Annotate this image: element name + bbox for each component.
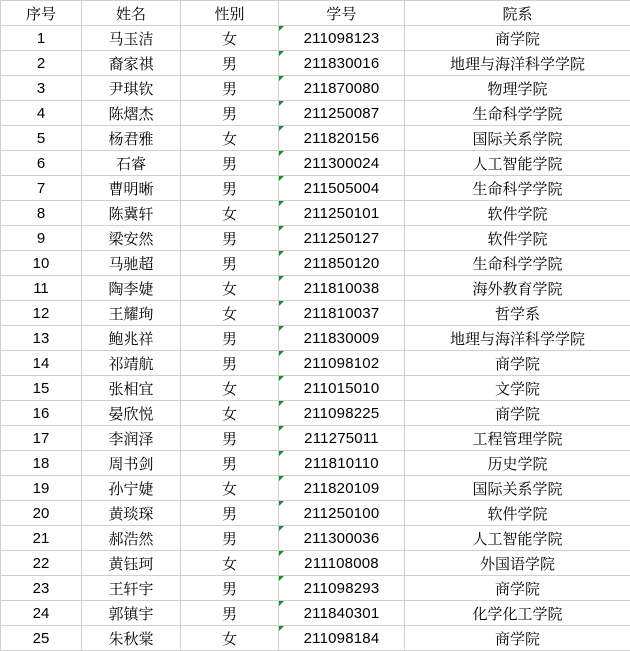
- table-row: [1, 101, 630, 126]
- table-row: [1, 526, 630, 551]
- cell-gender[interactable]: 男: [181, 51, 279, 76]
- cell-department[interactable]: 海外教育学院: [405, 276, 630, 301]
- cell-name[interactable]: 黄琰琛: [82, 501, 181, 526]
- cell-seq[interactable]: 18: [1, 451, 82, 476]
- cell-seq[interactable]: 13: [1, 326, 82, 351]
- cell-student-id[interactable]: 211098225: [279, 401, 405, 426]
- table-row: [1, 501, 630, 526]
- cell-name[interactable]: 郝浩然: [82, 526, 181, 551]
- cell-gender[interactable]: 女: [181, 551, 279, 576]
- cell-student-id[interactable]: 211810110: [279, 451, 405, 476]
- cell-department[interactable]: 生命科学学院: [405, 176, 630, 201]
- header-department[interactable]: 院系: [405, 1, 630, 26]
- header-row: [1, 1, 630, 26]
- table-row: [1, 251, 630, 276]
- cell-seq[interactable]: 5: [1, 126, 82, 151]
- cell-gender[interactable]: 男: [181, 226, 279, 251]
- cell-department[interactable]: 文学院: [405, 376, 630, 401]
- cell-name[interactable]: 周书剑: [82, 451, 181, 476]
- cell-gender[interactable]: 男: [181, 151, 279, 176]
- cell-department[interactable]: 软件学院: [405, 501, 630, 526]
- cell-student-id[interactable]: 211300024: [279, 151, 405, 176]
- cell-seq[interactable]: 15: [1, 376, 82, 401]
- cell-student-id[interactable]: 211098293: [279, 576, 405, 601]
- cell-gender[interactable]: 女: [181, 476, 279, 501]
- cell-department[interactable]: 物理学院: [405, 76, 630, 101]
- cell-student-id[interactable]: 211810037: [279, 301, 405, 326]
- cell-seq[interactable]: 19: [1, 476, 82, 501]
- cell-seq[interactable]: 22: [1, 551, 82, 576]
- cell-gender[interactable]: 女: [181, 301, 279, 326]
- cell-student-id[interactable]: 211870080: [279, 76, 405, 101]
- cell-student-id[interactable]: 211820109: [279, 476, 405, 501]
- cell-seq[interactable]: 14: [1, 351, 82, 376]
- table-row: [1, 26, 630, 51]
- cell-seq[interactable]: 20: [1, 501, 82, 526]
- cell-student-id[interactable]: 211250101: [279, 201, 405, 226]
- cell-seq[interactable]: 23: [1, 576, 82, 601]
- cell-department[interactable]: 历史学院: [405, 451, 630, 476]
- cell-seq[interactable]: 3: [1, 76, 82, 101]
- cell-name[interactable]: 曹明晰: [82, 176, 181, 201]
- cell-name[interactable]: 黄钰珂: [82, 551, 181, 576]
- table-row: [1, 51, 630, 76]
- table-row: [1, 151, 630, 176]
- cell-student-id[interactable]: 211820156: [279, 126, 405, 151]
- header-seq[interactable]: 序号: [1, 1, 82, 26]
- cell-seq[interactable]: 1: [1, 26, 82, 51]
- cell-department[interactable]: 商学院: [405, 26, 630, 51]
- cell-name[interactable]: 孙宁婕: [82, 476, 181, 501]
- cell-department[interactable]: 哲学系: [405, 301, 630, 326]
- cell-seq[interactable]: 25: [1, 626, 82, 651]
- cell-gender[interactable]: 男: [181, 601, 279, 626]
- cell-student-id[interactable]: 211098102: [279, 351, 405, 376]
- cell-student-id[interactable]: 211810038: [279, 276, 405, 301]
- cell-seq[interactable]: 6: [1, 151, 82, 176]
- cell-department[interactable]: 软件学院: [405, 201, 630, 226]
- cell-seq[interactable]: 10: [1, 251, 82, 276]
- table-row: [1, 326, 630, 351]
- cell-gender[interactable]: 男: [181, 351, 279, 376]
- cell-department[interactable]: 商学院: [405, 401, 630, 426]
- cell-department[interactable]: 人工智能学院: [405, 526, 630, 551]
- cell-name[interactable]: 陈熠杰: [82, 101, 181, 126]
- table-row: [1, 601, 630, 626]
- cell-seq[interactable]: 8: [1, 201, 82, 226]
- cell-student-id[interactable]: 211830016: [279, 51, 405, 76]
- table-row: [1, 576, 630, 601]
- cell-name[interactable]: 祁靖航: [82, 351, 181, 376]
- cell-student-id[interactable]: 211250100: [279, 501, 405, 526]
- cell-gender[interactable]: 女: [181, 126, 279, 151]
- cell-name[interactable]: 石睿: [82, 151, 181, 176]
- cell-name[interactable]: 尹琪钦: [82, 76, 181, 101]
- table-row: [1, 301, 630, 326]
- cell-name[interactable]: 王轩宇: [82, 576, 181, 601]
- cell-gender[interactable]: 女: [181, 201, 279, 226]
- header-student-id[interactable]: 学号: [279, 1, 405, 26]
- cell-department[interactable]: 商学院: [405, 351, 630, 376]
- cell-name[interactable]: 鲍兆祥: [82, 326, 181, 351]
- cell-name[interactable]: 李润泽: [82, 426, 181, 451]
- cell-gender[interactable]: 男: [181, 526, 279, 551]
- cell-department[interactable]: 地理与海洋科学学院: [405, 51, 630, 76]
- cell-student-id[interactable]: 211505004: [279, 176, 405, 201]
- cell-gender[interactable]: 男: [181, 576, 279, 601]
- cell-name[interactable]: 晏欣悦: [82, 401, 181, 426]
- cell-gender[interactable]: 女: [181, 401, 279, 426]
- cell-student-id[interactable]: 211830009: [279, 326, 405, 351]
- cell-department[interactable]: 国际关系学院: [405, 126, 630, 151]
- cell-name[interactable]: 马驰超: [82, 251, 181, 276]
- table-row: [1, 76, 630, 101]
- cell-department[interactable]: 国际关系学院: [405, 476, 630, 501]
- cell-student-id[interactable]: 211015010: [279, 376, 405, 401]
- cell-name[interactable]: 王耀珣: [82, 301, 181, 326]
- cell-name[interactable]: 马玉洁: [82, 26, 181, 51]
- cell-student-id[interactable]: 211300036: [279, 526, 405, 551]
- header-name[interactable]: 姓名: [82, 1, 181, 26]
- table-row: [1, 176, 630, 201]
- cell-seq[interactable]: 9: [1, 226, 82, 251]
- cell-student-id[interactable]: 211108008: [279, 551, 405, 576]
- table-row: [1, 426, 630, 451]
- table-row: [1, 451, 630, 476]
- cell-department[interactable]: 工程管理学院: [405, 426, 630, 451]
- cell-name[interactable]: 朱秋棠: [82, 626, 181, 651]
- cell-gender[interactable]: 女: [181, 276, 279, 301]
- cell-student-id[interactable]: 211098123: [279, 26, 405, 51]
- table-row: [1, 126, 630, 151]
- cell-department[interactable]: 商学院: [405, 626, 630, 651]
- cell-gender[interactable]: 女: [181, 26, 279, 51]
- cell-gender[interactable]: 男: [181, 426, 279, 451]
- cell-student-id[interactable]: 211850120: [279, 251, 405, 276]
- cell-student-id[interactable]: 211250087: [279, 101, 405, 126]
- cell-name[interactable]: 陈冀轩: [82, 201, 181, 226]
- cell-seq[interactable]: 4: [1, 101, 82, 126]
- cell-student-id[interactable]: 211250127: [279, 226, 405, 251]
- cell-name[interactable]: 陶李婕: [82, 276, 181, 301]
- table-row: [1, 276, 630, 301]
- cell-department[interactable]: 生命科学学院: [405, 251, 630, 276]
- cell-department[interactable]: 商学院: [405, 576, 630, 601]
- cell-gender[interactable]: 男: [181, 326, 279, 351]
- cell-gender[interactable]: 男: [181, 251, 279, 276]
- cell-seq[interactable]: 12: [1, 301, 82, 326]
- cell-gender[interactable]: 男: [181, 176, 279, 201]
- cell-department[interactable]: 化学化工学院: [405, 601, 630, 626]
- cell-gender[interactable]: 女: [181, 376, 279, 401]
- header-gender[interactable]: 性别: [181, 1, 279, 26]
- cell-gender[interactable]: 男: [181, 501, 279, 526]
- table-row: [1, 226, 630, 251]
- cell-gender[interactable]: 男: [181, 101, 279, 126]
- cell-seq[interactable]: 21: [1, 526, 82, 551]
- cell-name[interactable]: 裔家祺: [82, 51, 181, 76]
- cell-name[interactable]: 郭镇宇: [82, 601, 181, 626]
- cell-gender[interactable]: 男: [181, 76, 279, 101]
- cell-department[interactable]: 人工智能学院: [405, 151, 630, 176]
- table-row: [1, 401, 630, 426]
- cell-student-id[interactable]: 211098184: [279, 626, 405, 651]
- cell-seq[interactable]: 16: [1, 401, 82, 426]
- table-row: [1, 201, 630, 226]
- table-row: [1, 376, 630, 401]
- table-row: [1, 351, 630, 376]
- cell-seq[interactable]: 2: [1, 51, 82, 76]
- cell-gender[interactable]: 女: [181, 626, 279, 651]
- cell-seq[interactable]: 11: [1, 276, 82, 301]
- table-row: [1, 476, 630, 501]
- cell-name[interactable]: 张相宜: [82, 376, 181, 401]
- cell-student-id[interactable]: 211840301: [279, 601, 405, 626]
- cell-department[interactable]: 外国语学院: [405, 551, 630, 576]
- cell-seq[interactable]: 7: [1, 176, 82, 201]
- cell-department[interactable]: 生命科学学院: [405, 101, 630, 126]
- cell-seq[interactable]: 17: [1, 426, 82, 451]
- cell-department[interactable]: 软件学院: [405, 226, 630, 251]
- cell-name[interactable]: 梁安然: [82, 226, 181, 251]
- cell-student-id[interactable]: 211275011: [279, 426, 405, 451]
- cell-department[interactable]: 地理与海洋科学学院: [405, 326, 630, 351]
- table-row: [1, 626, 630, 651]
- cell-gender[interactable]: 男: [181, 451, 279, 476]
- cell-seq[interactable]: 24: [1, 601, 82, 626]
- cell-name[interactable]: 杨君雅: [82, 126, 181, 151]
- table-row: [1, 551, 630, 576]
